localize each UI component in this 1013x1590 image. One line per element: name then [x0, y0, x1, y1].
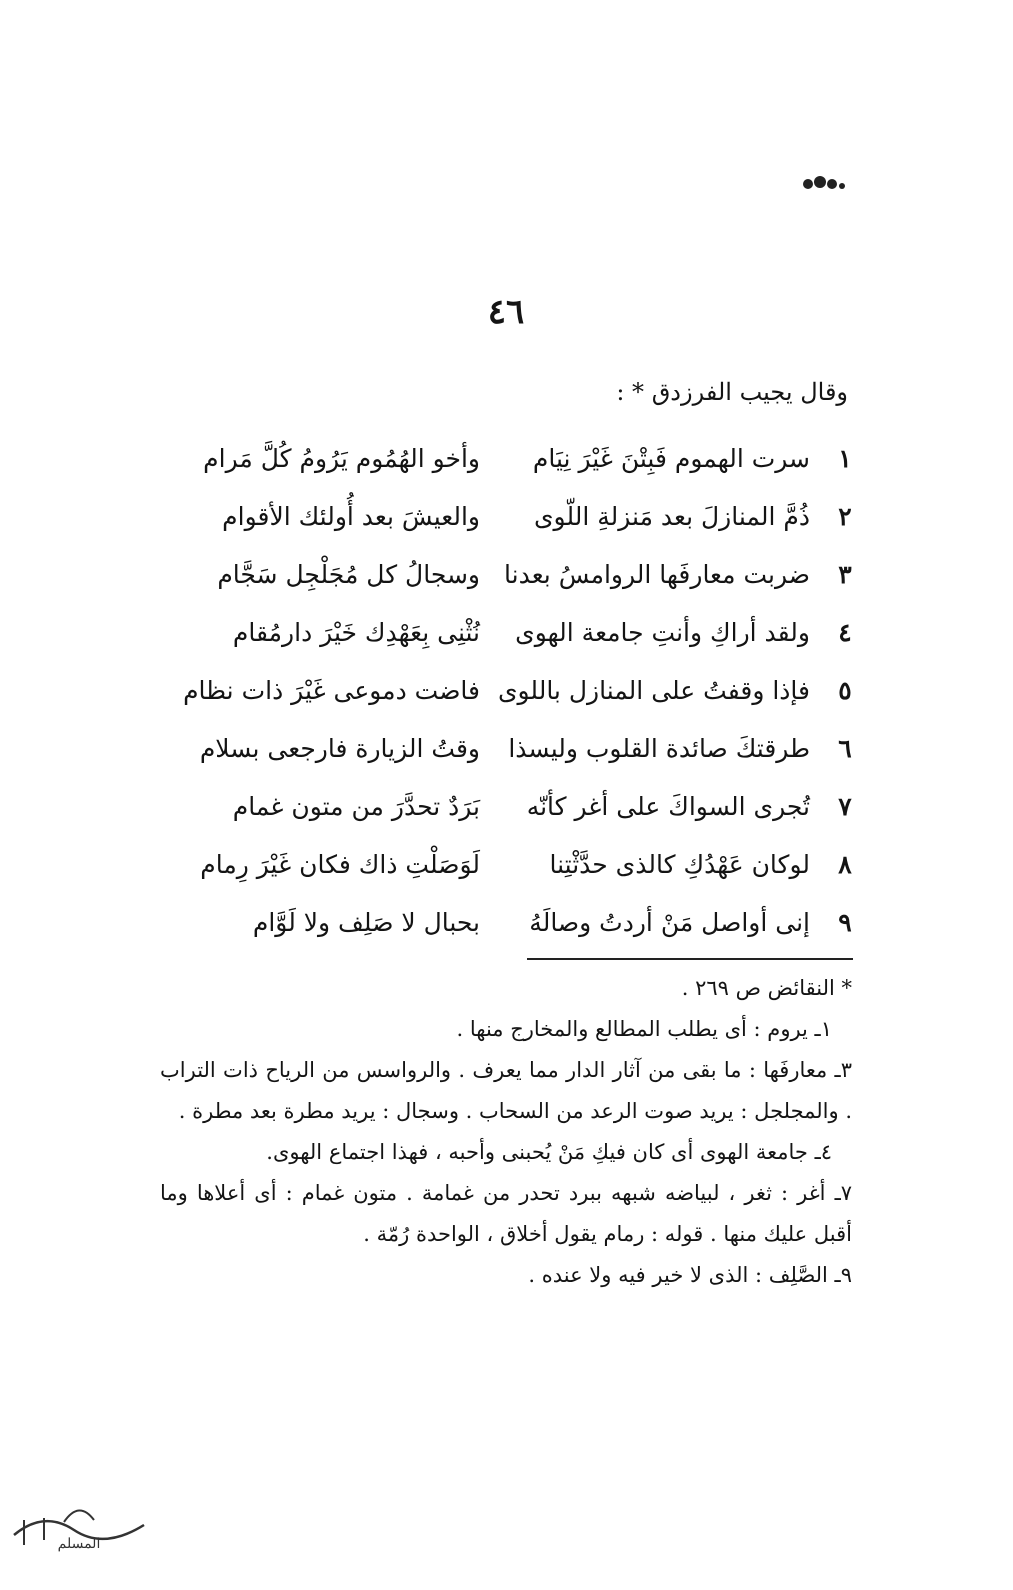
verse-first-hemistich: فإذا وقفتُ على المنازل باللوى [497, 676, 810, 705]
verse-second-hemistich: والعيشَ بعد أُولئك الأقوام [222, 502, 480, 531]
verse-first-hemistich: طرقتكَ صائدة القلوب وليسذا [508, 734, 810, 763]
footnote-1: ١ـ يروم : أى يطلب المطالع والمخارج منها . [456, 1017, 832, 1041]
verse-second-hemistich: بَرَدٌ تحدَّرَ من متون غمام [232, 792, 480, 821]
footnote-3: ٣ـ معارفَها : ما بقى من آثار الدار مما يعرف . والرواسس من الرياح ذات التراب . والمجلجل : يريد صوت الرعد من السحاب . وسجال : يريد مطرة بعد مطرة . [160, 1058, 852, 1123]
verse-number: ٦ [838, 734, 852, 763]
verse-number: ٧ [838, 792, 852, 821]
verse-row [180, 784, 860, 842]
verse-first-hemistich: ولقد أراكِ وأنتِ جامعة الهوى [515, 618, 810, 647]
footnote-9: ٩ـ الصَّلِف : الذى لا خير فيه ولا عنده . [528, 1263, 852, 1287]
verse-number: ٥ [838, 676, 852, 705]
verse-row [180, 436, 860, 494]
verse-row [180, 726, 860, 784]
footnotes [160, 968, 852, 1296]
poem-verses [180, 436, 860, 958]
verse-first-hemistich: سرت الهموم فَبِتْنَ غَيْرَ نِيَام [532, 444, 810, 473]
verse-number: ٤ [838, 618, 852, 647]
footnote-divider [527, 958, 853, 960]
verse-first-hemistich: لوكان عَهْدُكِ كالذى حدَّثْتِنا [549, 850, 810, 879]
footnote-source: * النقائض ص ٢٦٩ . [681, 976, 852, 1000]
ornament-icon [798, 172, 848, 196]
verse-second-hemistich: نُثْنِى بِعَهْدِك خَيْرَ دارمُقام [232, 618, 480, 647]
verse-number: ٨ [838, 850, 852, 879]
verse-number: ٩ [838, 908, 852, 937]
verse-number: ٢ [838, 502, 852, 531]
verse-first-hemistich: ضربت معارفَها الروامسُ بعدنا [504, 560, 810, 589]
library-stamp [4, 1490, 154, 1560]
verse-second-hemistich: وقتُ الزيارة فارجعى بسلام [199, 734, 480, 763]
verse-row [180, 494, 860, 552]
poem-intro: وقال يجيب الفرزدق * : [616, 378, 848, 406]
verse-first-hemistich: ذُمَّ المنازلَ بعد مَنزلةِ اللّوى [533, 502, 810, 531]
verse-second-hemistich: لَوَصَلْتِ ذاك فكان غَيْرَ رِمام [200, 850, 480, 879]
verse-row [180, 668, 860, 726]
verse-first-hemistich: تُجرى السواكَ على أغر كأنّه [526, 792, 810, 821]
verse-first-hemistich: إنى أواصل مَنْ أردتُ وصالَهُ [529, 908, 810, 937]
verse-second-hemistich: وسجالُ كل مُجَلْجِل سَجَّام [217, 560, 480, 589]
verse-second-hemistich: وأخو الهُمُوم يَرُومُ كُلَّ مَرام [203, 444, 480, 473]
verse-second-hemistich: بحبال لا صَلِف ولا لَوَّام [252, 908, 480, 937]
verse-row [180, 900, 860, 958]
page-number: ٤٦ [487, 292, 525, 332]
verse-row [180, 610, 860, 668]
verse-number: ١ [838, 444, 852, 473]
verse-row [180, 552, 860, 610]
footnote-7: ٧ـ أغر : ثغر ، لبياضه شبهه ببرد تحدر من غمامة . متون غمام : أى أعلاها وما أقبل عليك منها . قوله : رمام يقول أخلاق ، الواحدة رُمّة . [160, 1181, 852, 1246]
stamp-text: المسلم [57, 1536, 101, 1552]
footnote-4: ٤ـ جامعة الهوى أى كان فيكِ مَنْ يُحبنى وأحبه ، فهذا اجتماع الهوى. [266, 1140, 832, 1164]
verse-number: ٣ [838, 560, 852, 589]
verse-second-hemistich: فاضت دموعى غَيْرَ ذات نظام [183, 676, 480, 705]
verse-row [180, 842, 860, 900]
